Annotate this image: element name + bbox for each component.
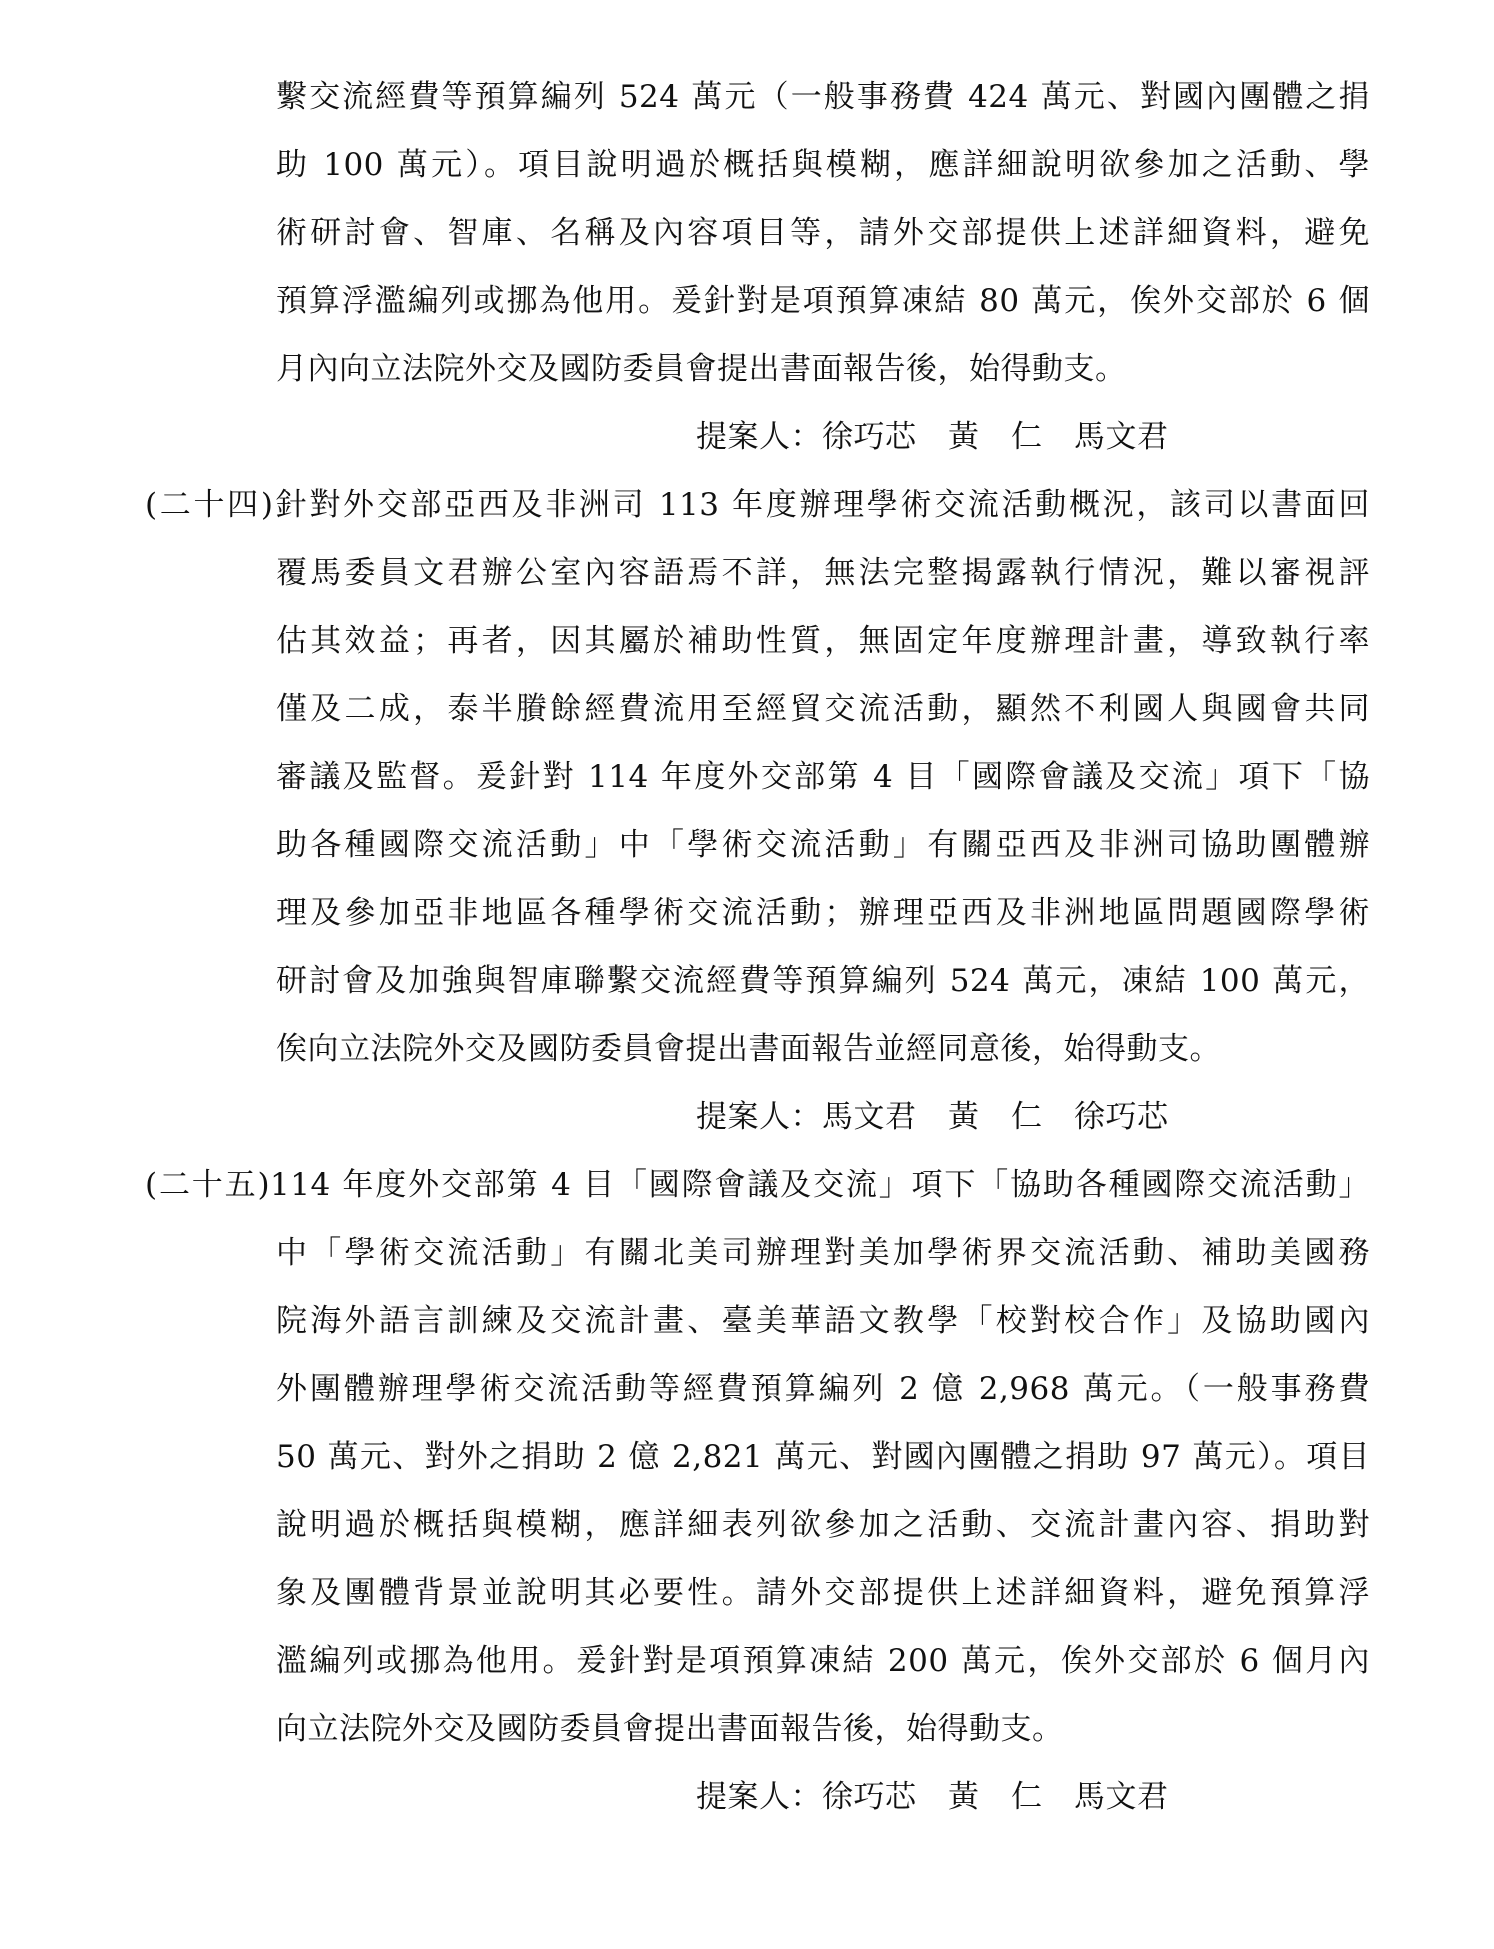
item-heading-line: (二十四)針對外交部亞西及非洲司 113 年度辦理學術交流活動概況，該司以書面回	[145, 487, 1370, 523]
paragraph-line: 僅及二成，泰半賸餘經費流用至經貿交流活動，顯然不利國人與國會共同	[276, 691, 1370, 727]
paragraph-line: 估其效益；再者，因其屬於補助性質，無固定年度辦理計畫，導致執行率	[276, 623, 1370, 659]
paragraph-line: 研討會及加強與智庫聯繫交流經費等預算編列 524 萬元，凍結 100 萬元，	[276, 963, 1370, 999]
proposers-line: 提案人：徐巧芯 黃 仁 馬文君	[696, 419, 1169, 455]
paragraph-line: 覆馬委員文君辦公室內容語焉不詳，無法完整揭露執行情況，難以審視評	[276, 555, 1370, 591]
paragraph-line: 預算浮濫編列或挪為他用。爰針對是項預算凍結 80 萬元，俟外交部於 6 個	[276, 283, 1370, 319]
paragraph-line: 說明過於概括與模糊，應詳細表列欲參加之活動、交流計畫內容、捐助對	[276, 1507, 1370, 1543]
paragraph-line: 濫編列或挪為他用。爰針對是項預算凍結 200 萬元，俟外交部於 6 個月內	[276, 1643, 1370, 1679]
paragraph-line: 俟向立法院外交及國防委員會提出書面報告並經同意後，始得動支。	[276, 1031, 1221, 1067]
paragraph-line: 向立法院外交及國防委員會提出書面報告後，始得動支。	[276, 1711, 1064, 1747]
paragraph-line: 術研討會、智庫、名稱及內容項目等，請外交部提供上述詳細資料，避免	[276, 215, 1370, 251]
paragraph-line: 50 萬元、對外之捐助 2 億 2,821 萬元、對國內團體之捐助 97 萬元）。項目	[276, 1439, 1370, 1475]
paragraph-line: 月內向立法院外交及國防委員會提出書面報告後，始得動支。	[276, 351, 1127, 387]
paragraph-line: 院海外語言訓練及交流計畫、臺美華語文教學「校對校合作」及協助國內	[276, 1303, 1370, 1339]
paragraph-line: 審議及監督。爰針對 114 年度外交部第 4 目「國際會議及交流」項下「協	[276, 759, 1370, 795]
paragraph-line: 中「學術交流活動」有關北美司辦理對美加學術界交流活動、補助美國務	[276, 1235, 1370, 1271]
paragraph-line: 助 100 萬元）。項目說明過於概括與模糊，應詳細說明欲參加之活動、學	[276, 147, 1370, 183]
paragraph-line: 助各種國際交流活動」中「學術交流活動」有關亞西及非洲司協助團體辦	[276, 827, 1370, 863]
paragraph-line: 象及團體背景並說明其必要性。請外交部提供上述詳細資料，避免預算浮	[276, 1575, 1370, 1611]
paragraph-line: 繫交流經費等預算編列 524 萬元（一般事務費 424 萬元、對國內團體之捐	[276, 79, 1370, 115]
item-heading-line: (二十五)114 年度外交部第 4 目「國際會議及交流」項下「協助各種國際交流活動」	[145, 1167, 1370, 1203]
proposers-line: 提案人：徐巧芯 黃 仁 馬文君	[696, 1779, 1169, 1815]
proposers-line: 提案人：馬文君 黃 仁 徐巧芯	[696, 1099, 1169, 1135]
paragraph-line: 理及參加亞非地區各種學術交流活動；辦理亞西及非洲地區問題國際學術	[276, 895, 1370, 931]
paragraph-line: 外團體辦理學術交流活動等經費預算編列 2 億 2,968 萬元。（一般事務費	[276, 1371, 1370, 1407]
